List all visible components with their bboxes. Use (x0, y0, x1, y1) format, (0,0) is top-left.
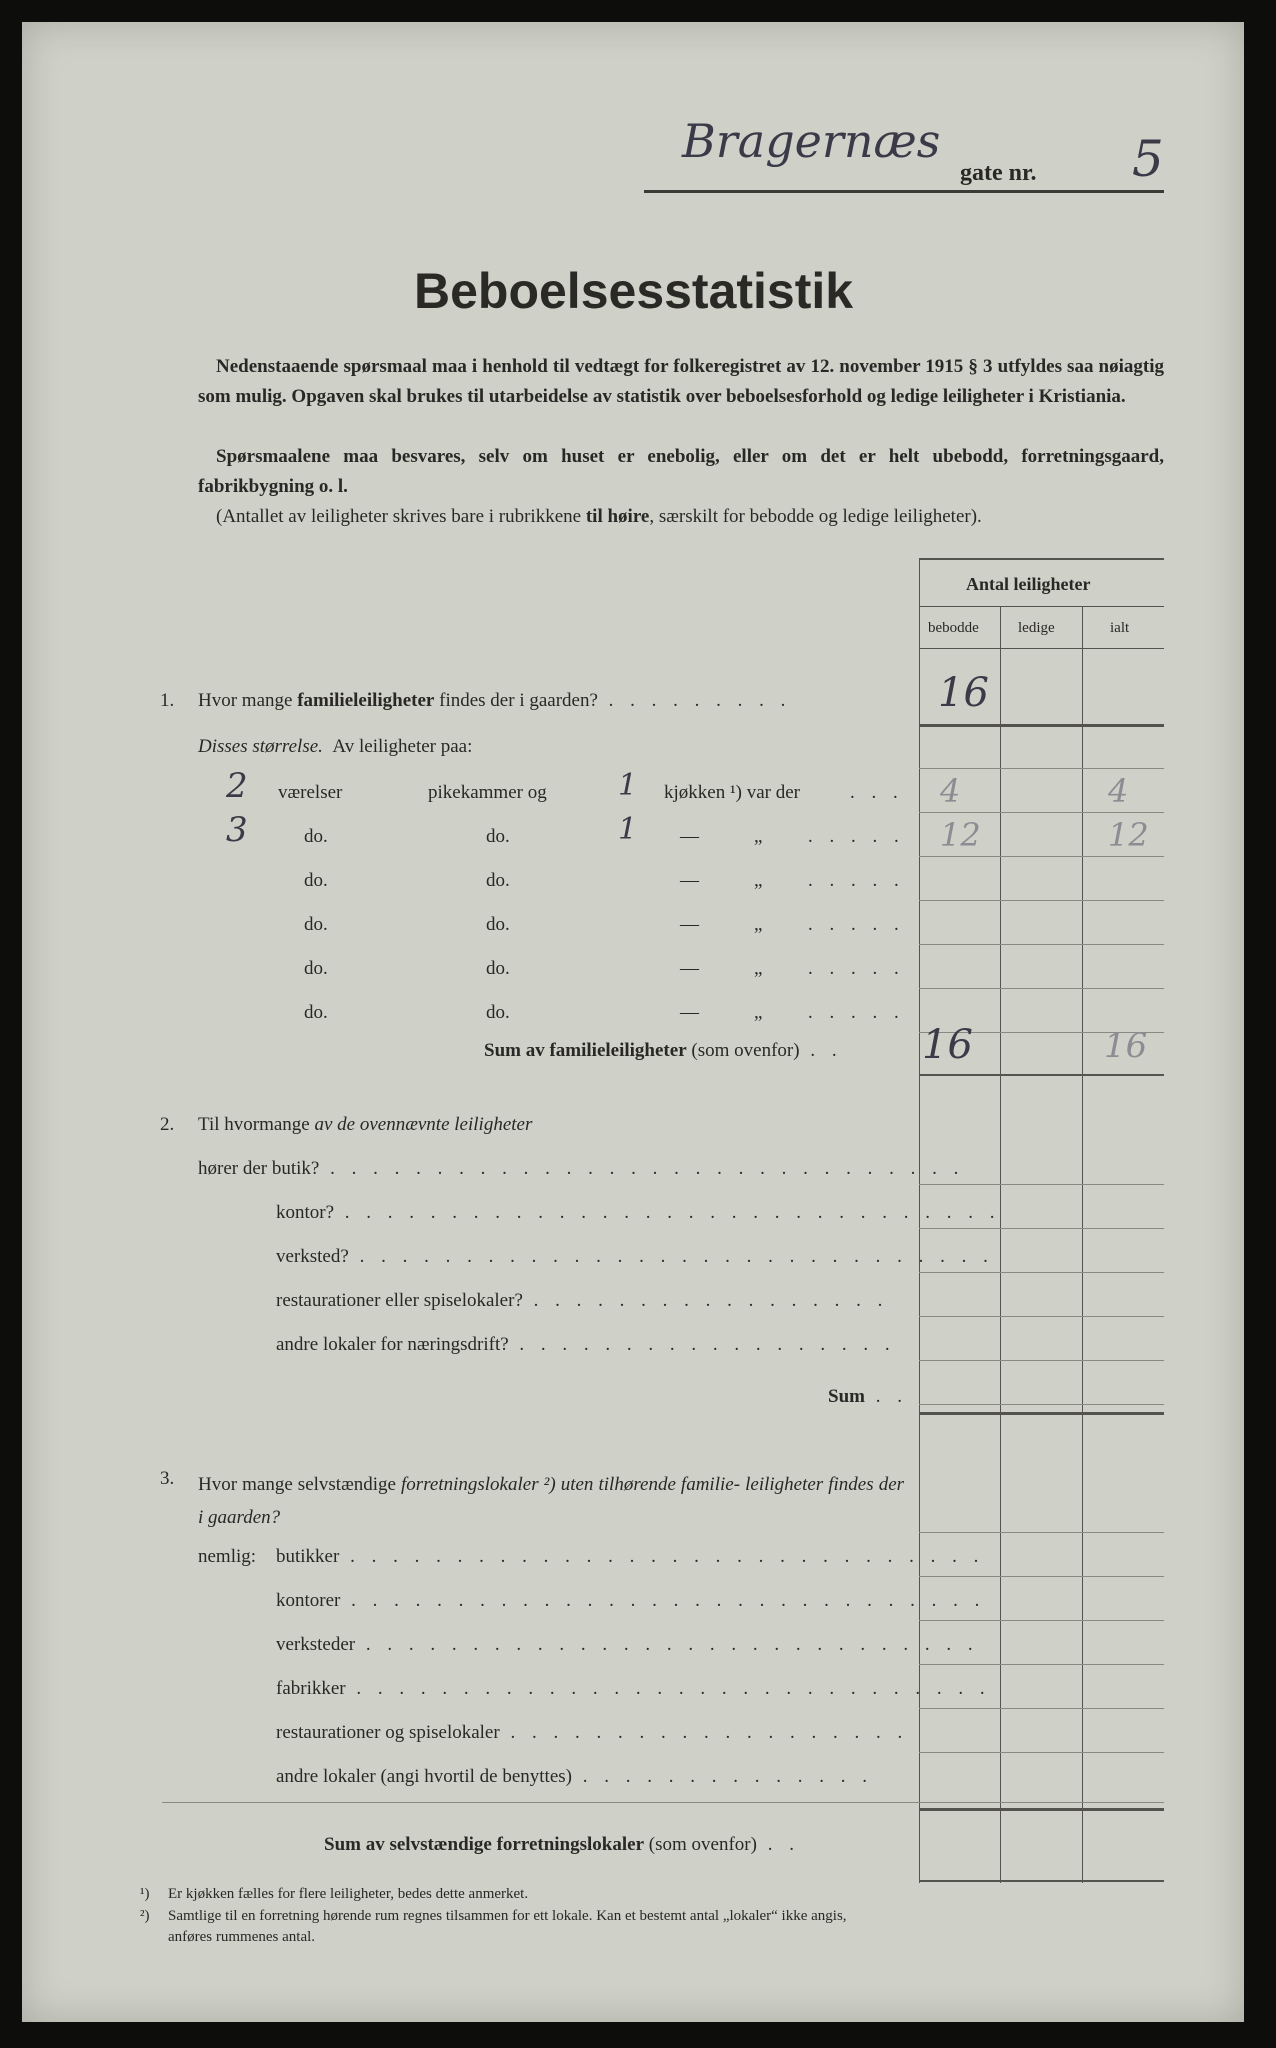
house-number-handwritten: 5 (1132, 130, 1164, 188)
q2-number: 2. (160, 1114, 175, 1135)
q2-line-label: andre lokaler for næringsdrift? (276, 1334, 509, 1355)
size-row-rooms-label: do. (304, 826, 328, 847)
intro-paragraph-1: Nedenstaaende spørsmaal maa i henhold til vedtægt for folkeregistret av 12. november 1915 § 3 utfyldes saa nøiagtig som mulig. Opgaven skal brukes til utarbeidelse av statistik over beboelsesforhold og ledige leiligheter i Kristiania. (198, 356, 1164, 407)
q1-question: Hvor mange familieleiligheter findes der i gaarden? . . . . . . . . . (198, 690, 792, 711)
q3-line-label: restaurationer og spiselokaler (276, 1722, 500, 1743)
q3-line-label: butikker (276, 1546, 340, 1567)
size-row-rooms-label: do. (304, 1002, 328, 1023)
gate-nr-label: gate nr. (960, 160, 1037, 186)
q3-separator (162, 1802, 1164, 1803)
size-row-pikekammer-label: do. (486, 914, 510, 935)
leader-dots: . . . . . . . . . . . . . . . . . . . (499, 1722, 909, 1743)
q2-row-line (919, 1316, 1164, 1317)
q1-rule (919, 724, 1164, 727)
size-row-line (919, 768, 1164, 769)
size-row-line (919, 988, 1164, 989)
size-row-kitchen-label: — (680, 914, 699, 935)
q2-line (276, 1290, 888, 1312)
q2-line-label: kontor? (276, 1202, 335, 1223)
q1-bebodde-value: 16 (938, 670, 989, 716)
size-row-kitchen-label: — (680, 1002, 699, 1023)
size-row-bebodde-value: 12 (940, 816, 981, 854)
q1-number: 1. (160, 690, 175, 711)
col-bebodde-header: bebodde (928, 620, 979, 636)
intro-paragraph-3: (Antallet av leiligheter skrives bare i rubrikkene til høire, særskilt for bebodde og ledige leiligheter). (216, 506, 982, 527)
footnote-2: Samtlige til en forretning hørende rum regnes tilsammen for ett lokale. Kan et bestemt antal „lokaler“ ikke angis, anføres rummenes antal. (168, 1908, 847, 1945)
q3-line (276, 1678, 991, 1700)
ditto-mark: „ (754, 958, 763, 979)
col-ialt-header: ialt (1110, 620, 1130, 636)
q3-line-label: fabrikker (276, 1678, 346, 1699)
q3-nemlig: nemlig: (198, 1546, 257, 1567)
size-row-ialt-value: 4 (1108, 772, 1129, 810)
size-row-pikekammer-label: pikekammer og (428, 782, 547, 803)
leader-dots: . . . . . (808, 826, 905, 847)
leader-dots: . . . . . . . . . . . . . . . . . . . . . . . . . . . . . . . (334, 1202, 1001, 1223)
q3-line (276, 1722, 908, 1744)
q2-double-rule (919, 1412, 1164, 1415)
size-row-kitchen-label: — (680, 870, 699, 891)
page-title: Beboelsesstatistik (414, 263, 854, 319)
q3-row-line (919, 1576, 1164, 1577)
q2-line-label: restaurationer eller spiselokaler? (276, 1290, 523, 1311)
q1-sum-bebodde: 16 (922, 1022, 973, 1068)
size-row-pikekammer-label: do. (486, 826, 510, 847)
size-row-line (919, 944, 1164, 945)
leader-dots: . . . . . . . . . . . . . . . . . . . . . . . . . . . . . . (345, 1678, 991, 1699)
form-page (22, 22, 1244, 2022)
size-row-ialt-value: 12 (1108, 816, 1149, 854)
q2-row-line (919, 1228, 1164, 1229)
leader-dots: . . . . . . . . . . . . . . . . . (522, 1290, 889, 1311)
q3-row-line (919, 1664, 1164, 1665)
size-row-kitchen-label: kjøkken ¹) var der (664, 782, 801, 803)
leader-dots: . . . . . . . . . . . . . . (571, 1766, 873, 1787)
leader-dots: . . . . . (808, 1002, 905, 1023)
q2-line (276, 1246, 994, 1268)
col-divider-2 (1082, 606, 1083, 1883)
footnote-2-mark: ²) (140, 1908, 150, 1924)
leader-dots: . . . . . . . . . . . . . . . . . . . . . . . . . . . . . . (348, 1246, 994, 1267)
size-row-rooms-handwritten: 2 (226, 766, 248, 806)
street-underline (644, 190, 1164, 193)
q3-sum-rule (919, 1880, 1164, 1882)
q1-sum-ialt: 16 (1104, 1026, 1148, 1066)
q3-question: Hvor mange selvstændige forretningslokaler ²) uten tilhørende familie- leiligheter findes der i gaarden? (198, 1474, 905, 1528)
q2-sum-label: Sum . . (828, 1386, 908, 1407)
size-row-rooms-handwritten: 3 (226, 810, 248, 850)
q2-line (276, 1202, 1001, 1224)
q3-row-line (919, 1620, 1164, 1621)
size-row-rooms-label: do. (304, 870, 328, 891)
q3-row-line (919, 1708, 1164, 1709)
footnote-1: Er kjøkken fælles for flere leiligheter, bedes dette anmerket. (168, 1886, 529, 1902)
size-row-kitchen-handwritten: 1 (618, 812, 638, 847)
table-subheader-line (919, 648, 1164, 649)
leader-dots: . . . . . (808, 914, 905, 935)
size-row-rooms-label: do. (304, 958, 328, 979)
q2-line (198, 1158, 964, 1180)
leader-dots: . . . . . . . . . . . . . . . . . . . . . . . . . . . . . . (319, 1158, 965, 1179)
q3-sum-label: Sum av selvstændige forretningslokaler (som ovenfor) . . (324, 1834, 800, 1855)
table-header-title: Antal leiligheter (966, 574, 1091, 594)
q3-line (276, 1766, 873, 1788)
col-ledige-header: ledige (1018, 620, 1055, 636)
q2-sum-line (919, 1404, 1164, 1405)
table-header-divider (919, 606, 1164, 607)
ditto-mark: „ (754, 914, 763, 935)
q2-question: Til hvormange av de ovennævnte leiligheter (198, 1114, 533, 1135)
q3-row-line (919, 1752, 1164, 1753)
size-row-pikekammer-label: do. (486, 958, 510, 979)
q3-line-label: kontorer (276, 1590, 341, 1611)
size-row-pikekammer-label: do. (486, 1002, 510, 1023)
size-row-rooms-label: do. (304, 914, 328, 935)
size-row-bebodde-value: 4 (940, 772, 961, 810)
leader-dots: . . . . . (808, 870, 905, 891)
leader-dots: . . . . . (808, 958, 905, 979)
intro-paragraph-2: Spørsmaalene maa besvares, selv om huset er enebolig, eller om det er helt ubebodd, forretningsgaard, fabrikbygning o. l. (198, 446, 1164, 497)
leader-dots: . . . . . . . . . . . . . . . . . . . . . . . . . . . . . . (340, 1590, 986, 1611)
leader-dots: . . . . . . . . . . . . . . . . . . . . . . . . . . . . . (355, 1634, 979, 1655)
q2-line-label: verksted? (276, 1246, 349, 1267)
q2-row-line (919, 1184, 1164, 1185)
leader-dots: . . . . . . . . . . . . . . . . . . . . . . . . . . . . . . (339, 1546, 985, 1567)
q3-line-label: andre lokaler (angi hvortil de benyttes) (276, 1766, 572, 1787)
q2-row-line (919, 1272, 1164, 1273)
q2-line-label: hører der butik? (198, 1158, 320, 1179)
size-row-rooms-label: værelser (278, 782, 343, 803)
q1-sum-label: Sum av familieleiligheter (som ovenfor) . . (484, 1040, 843, 1061)
size-row-line (919, 812, 1164, 813)
street-name-handwritten: Bragernæs (682, 114, 941, 168)
q3-number: 3. (160, 1468, 175, 1489)
size-row-kitchen-label: — (680, 826, 699, 847)
sizes-intro: Disses størrelse. Av leiligheter paa: (198, 736, 473, 757)
leader-dots: . . . (850, 782, 904, 803)
col-divider-1 (1000, 606, 1001, 1883)
table-top-line (919, 558, 1164, 560)
ditto-mark: „ (754, 870, 763, 891)
size-row-kitchen-handwritten: 1 (618, 768, 638, 803)
q3-line (276, 1590, 985, 1612)
ditto-mark: „ (754, 1002, 763, 1023)
size-row-kitchen-label: — (680, 958, 699, 979)
q3-line (276, 1546, 984, 1568)
leader-dots: . . . . . . . . . . . . . . . . . . (508, 1334, 896, 1355)
size-row-line (919, 856, 1164, 857)
ditto-mark: „ (754, 826, 763, 847)
q2-row-line (919, 1360, 1164, 1361)
q3-line (276, 1634, 979, 1656)
size-row-pikekammer-label: do. (486, 870, 510, 891)
q3-row-line (919, 1532, 1164, 1533)
q3-double-rule (919, 1808, 1164, 1811)
size-row-line (919, 900, 1164, 901)
q3-line-label: verksteder (276, 1634, 356, 1655)
q1-sum-rule (919, 1074, 1164, 1076)
footnote-1-mark: ¹) (140, 1886, 150, 1902)
q2-line (276, 1334, 896, 1356)
